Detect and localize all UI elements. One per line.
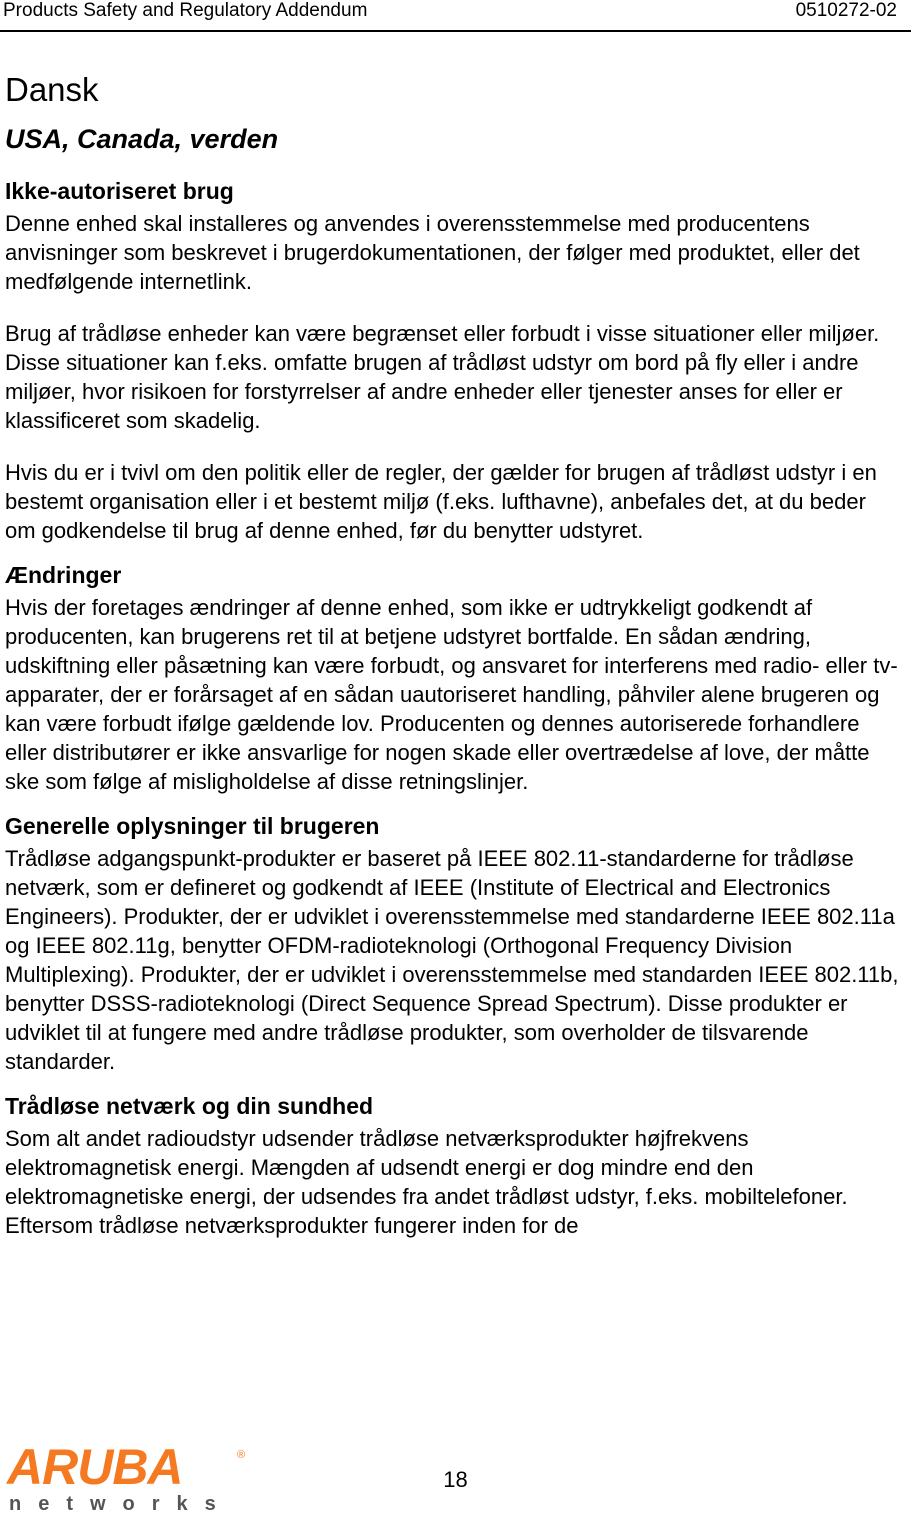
section-title: Ikke-autoriseret brug — [5, 178, 234, 204]
paragraph: Som alt andet radioudstyr udsender trådløse netværksprodukter højfrekvens elektromagnetisk energi. Mængden af udsendt energi er dog mindre end den elektromagnetiske energi, der udsendes fra andet trådløst udstyr, f.eks. mobiltelefoner. Eftersom trådløse netværksprodukter fungerer inden for de — [5, 1126, 848, 1238]
section-title: Trådløse netværk og din sundhed — [5, 1093, 374, 1119]
section-unauthorized-use — [5, 176, 900, 545]
paragraph: Hvis der foretages ændringer af denne enhed, som ikke er udtrykkeligt godkendt af producenten, kan brugerens ret til at betjene udstyret bortfalde. En sådan ændring, udskiftning eller påsætning kan være forbudt, og ansvaret for interferens med radio- eller tv-apparater, der er forårsaget af en sådan uautoriseret handling, påhviler alene brugeren og kan være forbudt ifølge gældende lov. Producenten og dennes autoriserede forhandlere eller distributører er ikke ansvarlige for nogen skade eller overtrædelse af love, der måtte ske som følge af misligholdelse af disse retningslinjer. — [5, 595, 898, 794]
paragraph: Hvis du er i tvivl om den politik eller de regler, der gælder for brugen af trådløst udstyr i en bestemt organisation eller i et bestemt miljø (f.eks. lufthavne), anbefales det, at du beder om godkendelse til brug af denne enhed, før du benytter udstyret. — [5, 460, 877, 543]
region-heading: USA, Canada, verden — [5, 124, 279, 154]
page-content — [5, 70, 900, 1263]
page-header — [0, 0, 911, 32]
section-title: Generelle oplysninger til brugeren — [5, 813, 380, 839]
logo-subword: networks — [9, 1493, 233, 1515]
document-number: 0510272-02 — [795, 0, 897, 21]
paragraph: Brug af trådløse enheder kan være begrænset eller forbudt i visse situationer eller miljøer. Disse situationer kan f.eks. omfatte brugen af trådløst udstyr om bord på fly eller i andre miljøer, hvor risikoen for forstyrrelser af andre enheder eller tjenester anses for eller er klassificeret som skadelig. — [5, 321, 880, 433]
page-number: 18 — [443, 1467, 468, 1492]
section-title: Ændringer — [5, 562, 122, 588]
logo-wordmark: ARUBA — [7, 1440, 183, 1495]
section-changes — [5, 560, 900, 796]
language-heading: Dansk — [5, 71, 99, 108]
section-general-user-info — [5, 811, 900, 1076]
paragraph: Denne enhed skal installeres og anvendes i overensstemmelse med producentens anvisninger som beskrevet i brugerdokumentationen, der følger med produktet, eller det medfølgende internetlink. — [5, 211, 860, 294]
document-title: Products Safety and Regulatory Addendum — [3, 0, 368, 21]
section-wireless-health — [5, 1091, 900, 1240]
logo-registered-mark: ® — [237, 1449, 246, 1461]
paragraph: Trådløse adgangspunkt-produkter er baseret på IEEE 802.11-standarderne for trådløse netværk, som er defineret og godkendt af IEEE (Institute of Electrical and Electronics Engineers). Produkter, der er udviklet i overensstemmelse med standarderne IEEE 802.11a og IEEE 802.11g, benytter OFDM-radioteknologi (Orthogonal Frequency Division Multiplexing). Produkter, der er udviklet i overensstemmelse med standarden IEEE 802.11b, benytter DSSS-radioteknologi (Direct Sequence Spread Spectrum). Disse produkter er udviklet til at fungere med andre trådløse produkter, som overholder de tilsvarende standarder. — [5, 846, 899, 1074]
